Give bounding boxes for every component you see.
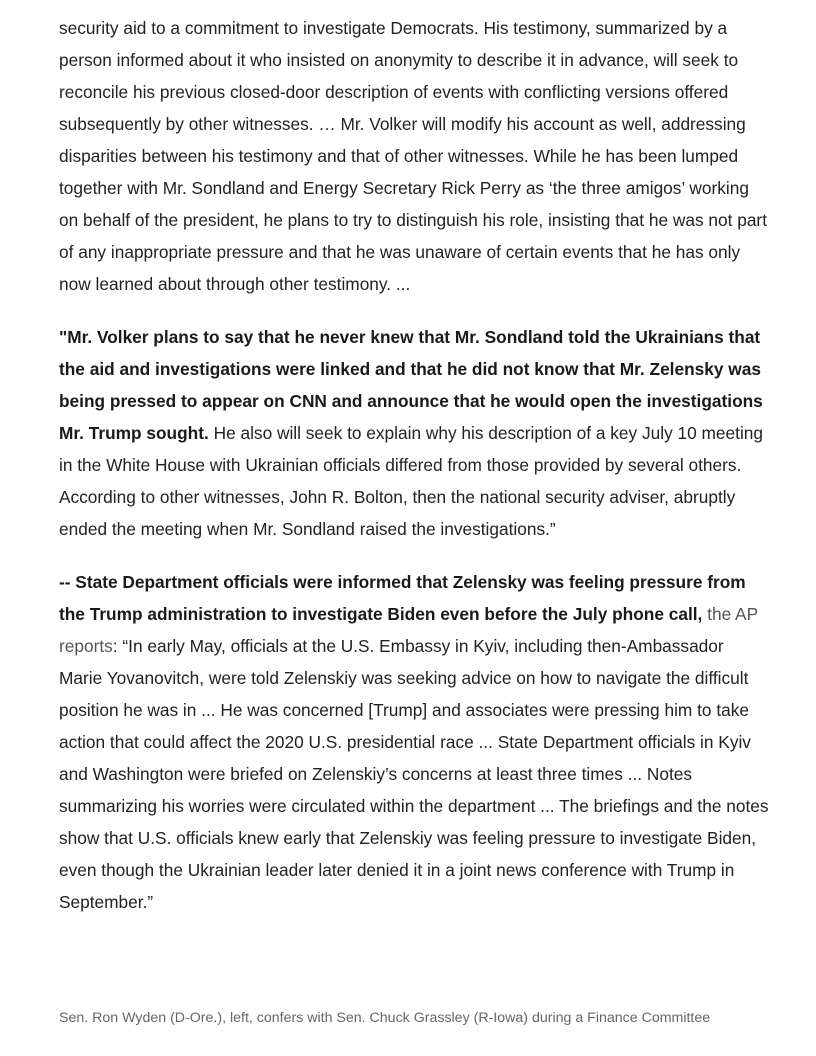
paragraph-volker-testimony — [59, 12, 771, 300]
paragraph-state-department — [59, 566, 771, 918]
paragraph-text: : “In early May, officials at the U.S. Embassy in Kyiv, including then-Ambassador Marie Yovanovitch, were told Zelenskiy was seeking advice on how to navigate the difficult position he was in ... He was concerned [Trump] and associates were pressing him to take action that could affect the 2020 U.S. presidential race ... State Department officials in Kyiv and Washington were briefed on Zelenskiy’s concerns at least three times ... Notes summarizing his worries were circulated within the department ... The briefings and the notes show that U.S. officials knew early that Zelenskiy was feeling pressure to investigate Biden, even though the Ukrainian leader later denied it in a joint news conference with Trump in September.” — [59, 636, 769, 912]
article-body — [59, 12, 771, 939]
paragraph-text: He also will seek to explain why his description of a key July 10 meeting in the White House with Ukrainian officials differed from those provided by several others. According to other witnesses, John R. Bolton, then the national security adviser, abruptly ended the meeting when Mr. Sondland raised the investigations.” — [59, 423, 764, 539]
bold-lead: "Mr. Volker plans to say that he never knew that Mr. Sondland told the Ukrainians that the aid and investigations were linked and that he did not know that Mr. Zelensky was being pressed to appear on CNN and announce that he would open the investigations Mr. Trump sought. — [59, 327, 763, 443]
paragraph-volker-plans — [59, 321, 771, 545]
photo-caption: Sen. Ron Wyden (D-Ore.), left, confers with Sen. Chuck Grassley (R-Iowa) during a Finance Committee — [59, 1010, 711, 1026]
bold-lead: -- State Department officials were informed that Zelensky was feeling pressure from the Trump administration to investigate Biden even before the July phone call, — [59, 572, 746, 624]
ap-reports-link[interactable]: the AP reports — [59, 604, 758, 656]
paragraph-text: security aid to a commitment to investigate Democrats. His testimony, summarized by a person informed about it who insisted on anonymity to describe it in advance, will seek to reconcile his previous closed-door description of events with conflicting versions offered subsequently by other witnesses. … Mr. Volker will modify his account as well, addressing disparities between his testimony and that of other witnesses. While he has been lumped together with Mr. Sondland and Energy Secretary Rick Perry as ‘the three amigos’ working on behalf of the president, he plans to try to distinguish his role, insisting that he was not part of any inappropriate pressure and that he was unaware of certain events that he has only now learned about through other testimony. ... — [59, 18, 767, 294]
